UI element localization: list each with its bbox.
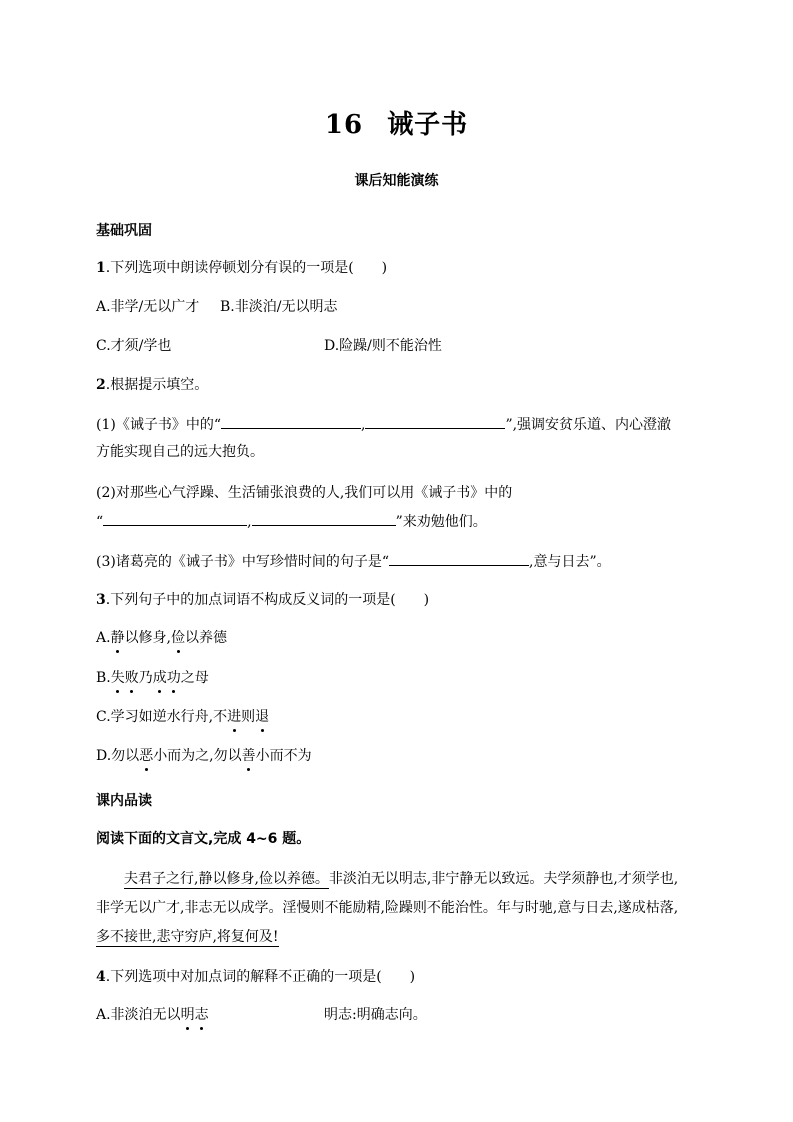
q2-sub2-line2: [96, 511, 487, 532]
q4-text: .下列选项中对加点词的解释不正确的一项是( ): [105, 969, 416, 985]
q2-sub1: [96, 414, 671, 435]
q1-number: 1: [96, 260, 106, 276]
fill-blank[interactable]: [103, 511, 247, 526]
dotted-word: 恶: [139, 748, 154, 764]
dotted-word: 功: [166, 670, 181, 686]
q4-number: 4: [96, 969, 106, 985]
fill-blank[interactable]: [252, 511, 396, 526]
q2-sub1-post: ”,强调安贫乐道、内心澄澈: [505, 417, 672, 433]
lesson-title: 诫子书: [387, 110, 469, 140]
q2-stem: [96, 375, 208, 395]
passage-text: 非淡泊无以明志,非宁静无以致远。夫学须静也,才须学也,: [328, 871, 679, 887]
passage-line-1: [124, 869, 678, 889]
q2-number: 2: [96, 377, 106, 393]
q2-sub2-pre: “: [96, 514, 104, 530]
dotted-word: 志: [194, 1007, 209, 1023]
q4-stem: [96, 967, 415, 987]
option-text: 小而不为: [255, 748, 312, 764]
q1-stem: [96, 258, 387, 278]
fill-blank[interactable]: [365, 414, 505, 429]
q1-text: .下列选项中朗读停顿划分有误的一项是( ): [105, 260, 388, 276]
page-title: [0, 104, 793, 141]
dotted-word: 成: [152, 670, 167, 686]
q2-sub3-pre: (3)诸葛亮的《诫子书》中写珍惜时间的句子是“: [96, 554, 389, 570]
option-text: C.学习如逆水行舟,不: [96, 709, 228, 725]
q3-option-b[interactable]: [96, 668, 209, 688]
q4-option-a[interactable]: [96, 1005, 209, 1025]
q2-text: .根据提示填空。: [105, 377, 209, 393]
q1-option-a[interactable]: A.非学/无以广才: [96, 299, 200, 315]
q2-sub1-pre: (1)《诫子书》中的“: [96, 417, 221, 433]
option-text: 以养德: [185, 630, 228, 646]
section-basic: 基础巩固: [96, 223, 152, 239]
option-text: 则: [241, 709, 256, 725]
q3-text: .下列句子中的加点词语不构成反义词的一项是( ): [105, 592, 430, 608]
option-text: 以修身,: [124, 630, 172, 646]
q2-sub2-post: ”来劝勉他们。: [395, 514, 487, 530]
dotted-word: 退: [255, 709, 270, 725]
q1-option-c[interactable]: C.才须/学也: [96, 338, 172, 354]
q4-option-a-explanation: 明志:明确志向。: [324, 1007, 427, 1023]
option-text: 之母: [180, 670, 209, 686]
q3-option-a[interactable]: [96, 628, 227, 648]
q3-option-c[interactable]: [96, 707, 269, 727]
passage-line-3: [96, 927, 279, 947]
reading-instruction: 阅读下面的文言文,完成 4~6 题。: [96, 831, 311, 847]
q3-stem: [96, 590, 429, 610]
passage-line-2: 非学无以广才,非志无以成学。淫慢则不能励精,险躁则不能治性。年与时驰,意与日去,遂成枯落,: [96, 900, 679, 916]
dotted-word: 失: [110, 670, 125, 686]
q3-number: 3: [96, 592, 106, 608]
option-text: B.: [96, 670, 111, 686]
fill-blank[interactable]: [389, 551, 529, 566]
section-reading: 课内品读: [96, 793, 152, 809]
dotted-word: 败: [124, 670, 139, 686]
dotted-word: 俭: [171, 630, 186, 646]
dotted-word: 进: [227, 709, 242, 725]
q2-sub1-mid: ,: [361, 417, 366, 433]
fill-blank[interactable]: [221, 414, 361, 429]
dotted-word: 明: [180, 1007, 195, 1023]
option-text: 小而为之,勿以: [153, 748, 242, 764]
q1-option-d[interactable]: D.险躁/则不能治性: [324, 338, 442, 354]
dotted-word: 善: [241, 748, 256, 764]
option-text: A.: [96, 630, 111, 646]
dotted-word: 静: [110, 630, 125, 646]
q2-sub2-line1: (2)对那些心气浮躁、生活铺张浪费的人,我们可以用《诫子书》中的: [96, 485, 513, 501]
option-text: A.非淡泊无以: [96, 1007, 181, 1023]
option-text: D.勿以: [96, 748, 140, 764]
passage-underlined: 多不接世,悲守穷庐,将复何及!: [96, 929, 279, 945]
q1-option-b[interactable]: B.非淡泊/无以明志: [220, 299, 338, 315]
q2-sub1-line2: 方能实现自己的远大抱负。: [96, 444, 264, 460]
lesson-number: 16: [324, 110, 364, 140]
passage-underlined: 夫君子之行,静以修身,俭以养德。: [124, 871, 329, 887]
option-text: 乃: [138, 670, 153, 686]
page-subtitle: 课后知能演练: [354, 173, 439, 189]
q2-sub2-mid: ,: [247, 514, 252, 530]
q2-sub3-post: ,意与日去”。: [529, 554, 611, 570]
q3-option-d[interactable]: [96, 746, 312, 766]
q2-sub3: [96, 551, 611, 572]
